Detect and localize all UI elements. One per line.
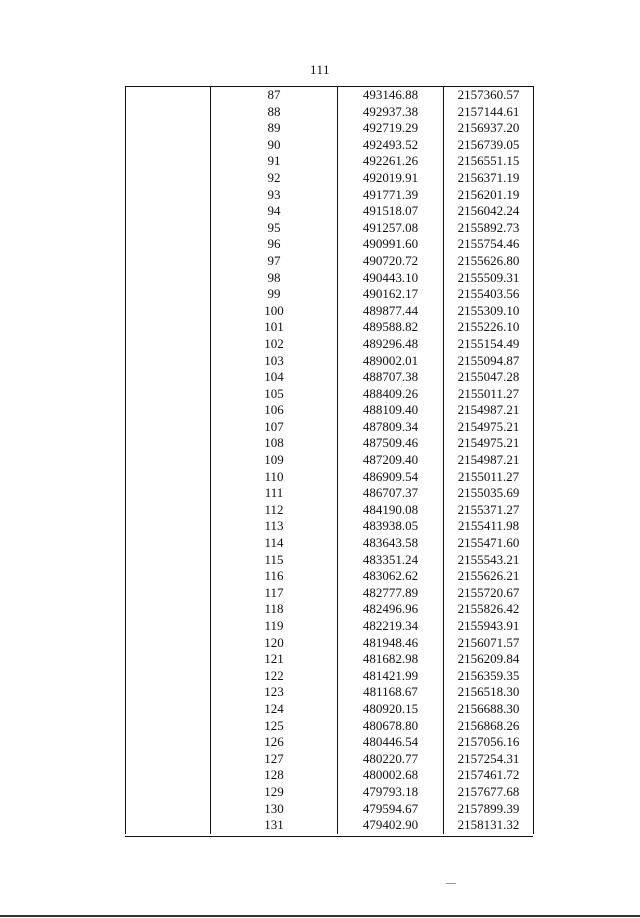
x-coordinate-cell: 482777.89 — [338, 585, 444, 602]
table-row — [126, 751, 534, 768]
table-row — [126, 485, 534, 502]
y-coordinate-cell: 2156071.57 — [444, 635, 534, 652]
blank-cell — [126, 187, 211, 204]
x-coordinate-cell: 482496.96 — [338, 601, 444, 618]
table-row — [126, 552, 534, 569]
y-coordinate-cell: 2157254.31 — [444, 751, 534, 768]
y-coordinate-cell: 2155371.27 — [444, 502, 534, 519]
point-number-cell: 100 — [211, 303, 338, 320]
blank-cell — [126, 734, 211, 751]
point-number-cell: 122 — [211, 668, 338, 685]
y-coordinate-cell: 2156201.19 — [444, 187, 534, 204]
blank-cell — [126, 435, 211, 452]
blank-cell — [126, 319, 211, 336]
x-coordinate-cell: 490162.17 — [338, 286, 444, 303]
point-number-cell: 102 — [211, 336, 338, 353]
blank-cell — [126, 751, 211, 768]
blank-cell — [126, 104, 211, 121]
x-coordinate-cell: 487209.40 — [338, 452, 444, 469]
table-row — [126, 535, 534, 552]
table-row — [126, 402, 534, 419]
table-row — [126, 86, 534, 104]
table-row — [126, 618, 534, 635]
table-row — [126, 718, 534, 735]
y-coordinate-cell: 2155094.87 — [444, 353, 534, 370]
y-coordinate-cell: 2157461.72 — [444, 767, 534, 784]
point-number-cell: 130 — [211, 801, 338, 818]
x-coordinate-cell: 481421.99 — [338, 668, 444, 685]
table-row — [126, 734, 534, 751]
blank-cell — [126, 137, 211, 154]
point-number-cell: 92 — [211, 170, 338, 187]
y-coordinate-cell: 2157899.39 — [444, 801, 534, 818]
table-row — [126, 286, 534, 303]
point-number-cell: 123 — [211, 684, 338, 701]
blank-cell — [126, 618, 211, 635]
table-row — [126, 137, 534, 154]
point-number-cell: 118 — [211, 601, 338, 618]
blank-cell — [126, 203, 211, 220]
blank-cell — [126, 253, 211, 270]
blank-cell — [126, 402, 211, 419]
x-coordinate-cell: 493146.88 — [338, 86, 444, 104]
point-number-cell: 121 — [211, 651, 338, 668]
y-coordinate-cell: 2154975.21 — [444, 419, 534, 436]
x-coordinate-cell: 483938.05 — [338, 518, 444, 535]
y-coordinate-cell: 2156371.19 — [444, 170, 534, 187]
table-row — [126, 435, 534, 452]
point-number-cell: 114 — [211, 535, 338, 552]
point-number-cell: 119 — [211, 618, 338, 635]
table-row — [126, 369, 534, 386]
x-coordinate-cell: 489588.82 — [338, 319, 444, 336]
blank-cell — [126, 485, 211, 502]
y-coordinate-cell: 2156518.30 — [444, 684, 534, 701]
blank-cell — [126, 668, 211, 685]
x-coordinate-cell: 483643.58 — [338, 535, 444, 552]
y-coordinate-cell: 2155626.21 — [444, 568, 534, 585]
point-number-cell: 124 — [211, 701, 338, 718]
point-number-cell: 94 — [211, 203, 338, 220]
point-number-cell: 117 — [211, 585, 338, 602]
table-bottom-border — [125, 836, 533, 837]
blank-cell — [126, 535, 211, 552]
table-row — [126, 303, 534, 320]
table-row — [126, 452, 534, 469]
x-coordinate-cell: 480678.80 — [338, 718, 444, 735]
x-coordinate-cell: 480220.77 — [338, 751, 444, 768]
x-coordinate-cell: 482219.34 — [338, 618, 444, 635]
y-coordinate-cell: 2154975.21 — [444, 435, 534, 452]
point-number-cell: 109 — [211, 452, 338, 469]
blank-cell — [126, 635, 211, 652]
blank-cell — [126, 353, 211, 370]
x-coordinate-cell: 486909.54 — [338, 469, 444, 486]
x-coordinate-cell: 492019.91 — [338, 170, 444, 187]
blank-cell — [126, 369, 211, 386]
y-coordinate-cell: 2155943.91 — [444, 618, 534, 635]
blank-cell — [126, 817, 211, 834]
blank-cell — [126, 303, 211, 320]
table-row — [126, 784, 534, 801]
point-number-cell: 97 — [211, 253, 338, 270]
blank-cell — [126, 220, 211, 237]
point-number-cell: 112 — [211, 502, 338, 519]
point-number-cell: 110 — [211, 469, 338, 486]
x-coordinate-cell: 487809.34 — [338, 419, 444, 436]
y-coordinate-cell: 2157056.16 — [444, 734, 534, 751]
x-coordinate-cell: 480002.68 — [338, 767, 444, 784]
x-coordinate-cell: 483351.24 — [338, 552, 444, 569]
y-coordinate-cell: 2158131.32 — [444, 817, 534, 834]
table-row — [126, 767, 534, 784]
y-coordinate-cell: 2155047.28 — [444, 369, 534, 386]
point-number-cell: 91 — [211, 153, 338, 170]
table-row — [126, 253, 534, 270]
y-coordinate-cell: 2157144.61 — [444, 104, 534, 121]
blank-cell — [126, 585, 211, 602]
x-coordinate-cell: 479402.90 — [338, 817, 444, 834]
y-coordinate-cell: 2155543.21 — [444, 552, 534, 569]
blank-cell — [126, 684, 211, 701]
y-coordinate-cell: 2156359.35 — [444, 668, 534, 685]
table-row — [126, 801, 534, 818]
table-row — [126, 153, 534, 170]
point-number-cell: 98 — [211, 270, 338, 287]
point-number-cell: 120 — [211, 635, 338, 652]
table-row — [126, 817, 534, 834]
point-number-cell: 108 — [211, 435, 338, 452]
x-coordinate-cell: 492719.29 — [338, 120, 444, 137]
table-row — [126, 353, 534, 370]
x-coordinate-cell: 490443.10 — [338, 270, 444, 287]
blank-cell — [126, 767, 211, 784]
point-number-cell: 125 — [211, 718, 338, 735]
table-row — [126, 684, 534, 701]
point-number-cell: 107 — [211, 419, 338, 436]
x-coordinate-cell: 481168.67 — [338, 684, 444, 701]
blank-cell — [126, 452, 211, 469]
x-coordinate-cell: 480446.54 — [338, 734, 444, 751]
point-number-cell: 104 — [211, 369, 338, 386]
point-number-cell: 127 — [211, 751, 338, 768]
blank-cell — [126, 469, 211, 486]
blank-cell — [126, 86, 211, 104]
y-coordinate-cell: 2155226.10 — [444, 319, 534, 336]
x-coordinate-cell: 481948.46 — [338, 635, 444, 652]
blank-cell — [126, 236, 211, 253]
x-coordinate-cell: 490991.60 — [338, 236, 444, 253]
table-row — [126, 469, 534, 486]
table-row — [126, 336, 534, 353]
table-row — [126, 120, 534, 137]
y-coordinate-cell: 2155754.46 — [444, 236, 534, 253]
table-row — [126, 236, 534, 253]
blank-cell — [126, 386, 211, 403]
y-coordinate-cell: 2156937.20 — [444, 120, 534, 137]
point-number-cell: 115 — [211, 552, 338, 569]
point-number-cell: 101 — [211, 319, 338, 336]
table-row — [126, 220, 534, 237]
page-number: 111 — [309, 62, 331, 77]
y-coordinate-cell: 2155035.69 — [444, 485, 534, 502]
y-coordinate-cell: 2155892.73 — [444, 220, 534, 237]
x-coordinate-cell: 487509.46 — [338, 435, 444, 452]
y-coordinate-cell: 2155011.27 — [444, 386, 534, 403]
point-number-cell: 88 — [211, 104, 338, 121]
x-coordinate-cell: 491257.08 — [338, 220, 444, 237]
y-coordinate-cell: 2155403.56 — [444, 286, 534, 303]
table-row — [126, 170, 534, 187]
table-row — [126, 187, 534, 204]
blank-cell — [126, 601, 211, 618]
x-coordinate-cell: 492493.52 — [338, 137, 444, 154]
x-coordinate-cell: 489877.44 — [338, 303, 444, 320]
point-number-cell: 87 — [211, 86, 338, 104]
x-coordinate-cell: 480920.15 — [338, 701, 444, 718]
y-coordinate-cell: 2155509.31 — [444, 270, 534, 287]
point-number-cell: 99 — [211, 286, 338, 303]
blank-cell — [126, 552, 211, 569]
y-coordinate-cell: 2156209.84 — [444, 651, 534, 668]
x-coordinate-cell: 492261.26 — [338, 153, 444, 170]
table-row — [126, 701, 534, 718]
page-bottom-edge — [0, 915, 640, 917]
blank-cell — [126, 651, 211, 668]
table-row — [126, 585, 534, 602]
y-coordinate-cell: 2157677.68 — [444, 784, 534, 801]
y-coordinate-cell: 2155309.10 — [444, 303, 534, 320]
x-coordinate-cell: 481682.98 — [338, 651, 444, 668]
point-number-cell: 128 — [211, 767, 338, 784]
x-coordinate-cell: 479793.18 — [338, 784, 444, 801]
point-number-cell: 126 — [211, 734, 338, 751]
x-coordinate-cell: 483062.62 — [338, 568, 444, 585]
x-coordinate-cell: 490720.72 — [338, 253, 444, 270]
point-number-cell: 93 — [211, 187, 338, 204]
table-row — [126, 319, 534, 336]
y-coordinate-cell: 2156042.24 — [444, 203, 534, 220]
y-coordinate-cell: 2155011.27 — [444, 469, 534, 486]
blank-cell — [126, 518, 211, 535]
y-coordinate-cell: 2156688.30 — [444, 701, 534, 718]
table-row — [126, 568, 534, 585]
point-number-cell: 103 — [211, 353, 338, 370]
blank-cell — [126, 286, 211, 303]
blank-cell — [126, 336, 211, 353]
blank-cell — [126, 270, 211, 287]
blank-cell — [126, 718, 211, 735]
blank-cell — [126, 801, 211, 818]
y-coordinate-cell: 2154987.21 — [444, 452, 534, 469]
point-number-cell: 113 — [211, 518, 338, 535]
y-coordinate-cell: 2154987.21 — [444, 402, 534, 419]
point-number-cell: 90 — [211, 137, 338, 154]
table-row — [126, 502, 534, 519]
x-coordinate-cell: 489002.01 — [338, 353, 444, 370]
coordinate-table — [125, 86, 534, 834]
table-row — [126, 518, 534, 535]
x-coordinate-cell: 491771.39 — [338, 187, 444, 204]
table-row — [126, 635, 534, 652]
y-coordinate-cell: 2155826.42 — [444, 601, 534, 618]
x-coordinate-cell: 488707.38 — [338, 369, 444, 386]
x-coordinate-cell: 484190.08 — [338, 502, 444, 519]
x-coordinate-cell: 479594.67 — [338, 801, 444, 818]
x-coordinate-cell: 488109.40 — [338, 402, 444, 419]
point-number-cell: 95 — [211, 220, 338, 237]
y-coordinate-cell: 2157360.57 — [444, 86, 534, 104]
y-coordinate-cell: 2156868.26 — [444, 718, 534, 735]
point-number-cell: 111 — [211, 485, 338, 502]
scan-mark — [446, 883, 456, 884]
point-number-cell: 131 — [211, 817, 338, 834]
table-row — [126, 270, 534, 287]
point-number-cell: 105 — [211, 386, 338, 403]
y-coordinate-cell: 2156551.15 — [444, 153, 534, 170]
y-coordinate-cell: 2155411.98 — [444, 518, 534, 535]
point-number-cell: 116 — [211, 568, 338, 585]
y-coordinate-cell: 2155471.60 — [444, 535, 534, 552]
blank-cell — [126, 502, 211, 519]
y-coordinate-cell: 2155626.80 — [444, 253, 534, 270]
x-coordinate-cell: 486707.37 — [338, 485, 444, 502]
table-row — [126, 668, 534, 685]
x-coordinate-cell: 488409.26 — [338, 386, 444, 403]
blank-cell — [126, 784, 211, 801]
blank-cell — [126, 701, 211, 718]
y-coordinate-cell: 2155720.67 — [444, 585, 534, 602]
blank-cell — [126, 419, 211, 436]
point-number-cell: 106 — [211, 402, 338, 419]
x-coordinate-cell: 491518.07 — [338, 203, 444, 220]
blank-cell — [126, 170, 211, 187]
blank-cell — [126, 120, 211, 137]
table-row — [126, 651, 534, 668]
y-coordinate-cell: 2155154.49 — [444, 336, 534, 353]
table-row — [126, 203, 534, 220]
table-row — [126, 419, 534, 436]
table-row — [126, 386, 534, 403]
point-number-cell: 129 — [211, 784, 338, 801]
x-coordinate-cell: 489296.48 — [338, 336, 444, 353]
point-number-cell: 96 — [211, 236, 338, 253]
blank-cell — [126, 153, 211, 170]
blank-cell — [126, 568, 211, 585]
table-row — [126, 104, 534, 121]
y-coordinate-cell: 2156739.05 — [444, 137, 534, 154]
table-row — [126, 601, 534, 618]
x-coordinate-cell: 492937.38 — [338, 104, 444, 121]
coordinate-table-body — [126, 86, 534, 834]
point-number-cell: 89 — [211, 120, 338, 137]
